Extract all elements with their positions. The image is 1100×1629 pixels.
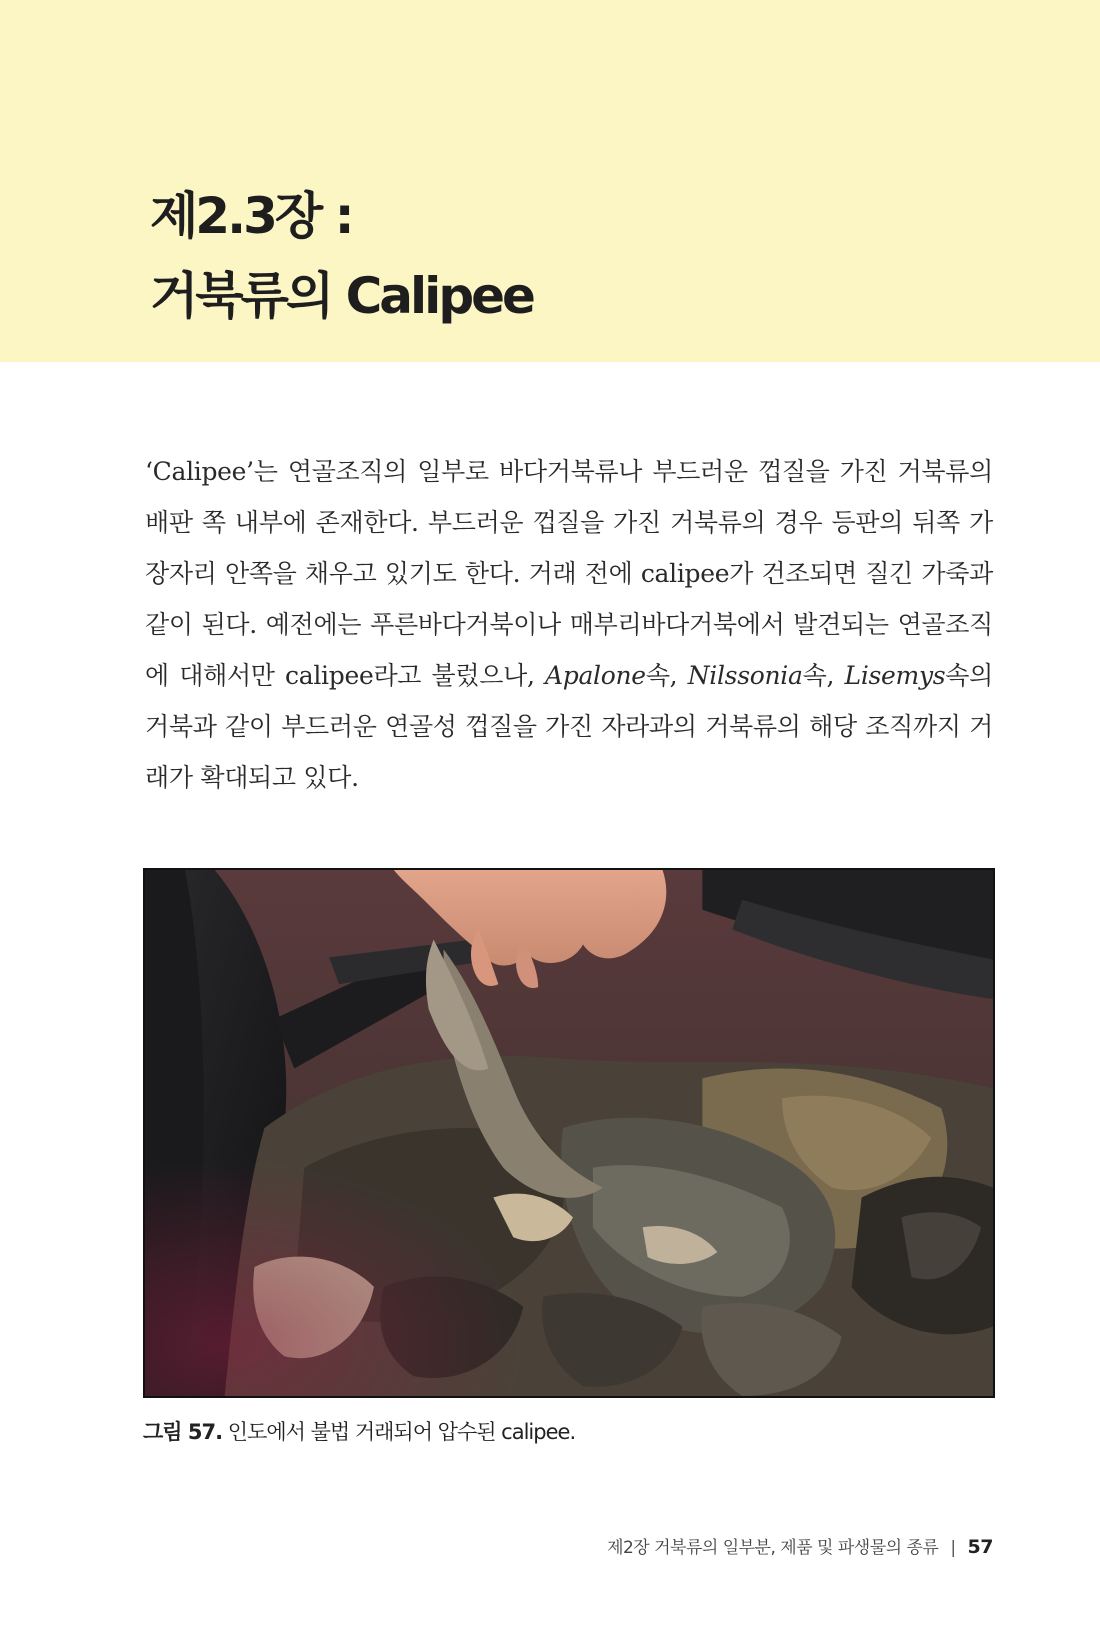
chapter-title-line2: 거북류의 Calipee [150, 267, 533, 325]
calipee-photo-illustration [145, 870, 993, 1396]
page-number: 57 [967, 1536, 993, 1558]
figure-caption [143, 1416, 575, 1446]
genus-suffix-2: 속, [802, 661, 845, 690]
footer-separator: | [950, 1538, 956, 1558]
body-text-part1: ‘Calipee’는 연골조직의 일부로 바다거북류나 부드러운 껍질을 가진 거북류의 배판 쪽 내부에 존재한다. 부드러운 껍질을 가진 거북류의 경우 등판의 뒤쪽 가장자리 안쪽을 채우고 있기도 한다. 거래 전에 calipee가 건조되면 질긴 가죽과 같이 된다. 예전에는 푸른바다거북이나 매부리바다거북에서 발견되는 연골조직에 대해서만 calipee라고 불렀으나, [145, 457, 993, 690]
genus-suffix-1: 속, [645, 661, 688, 690]
chapter-title [150, 176, 533, 336]
figure-caption-text: 인도에서 불법 거래되어 압수된 calipee. [222, 1420, 576, 1444]
genus-lisemys: Lisemys [844, 661, 946, 690]
figure-label: 그림 57. [143, 1420, 223, 1444]
page-footer [607, 1533, 993, 1558]
genus-nilssonia: Nilssonia [687, 661, 803, 690]
footer-section-title: 제2장 거북류의 일부분, 제품 및 파생물의 종류 [607, 1538, 939, 1558]
body-paragraph [145, 446, 993, 803]
calipee-photo [143, 868, 995, 1398]
chapter-title-line1: 제2.3장 : [150, 187, 352, 245]
genus-apalone: Apalone [545, 661, 646, 690]
body-text-part2: 속의 거북과 같이 부드러운 연골성 껍질을 가진 자라과의 거북류의 해당 조직까지 거래가 확대되고 있다. [145, 661, 993, 792]
